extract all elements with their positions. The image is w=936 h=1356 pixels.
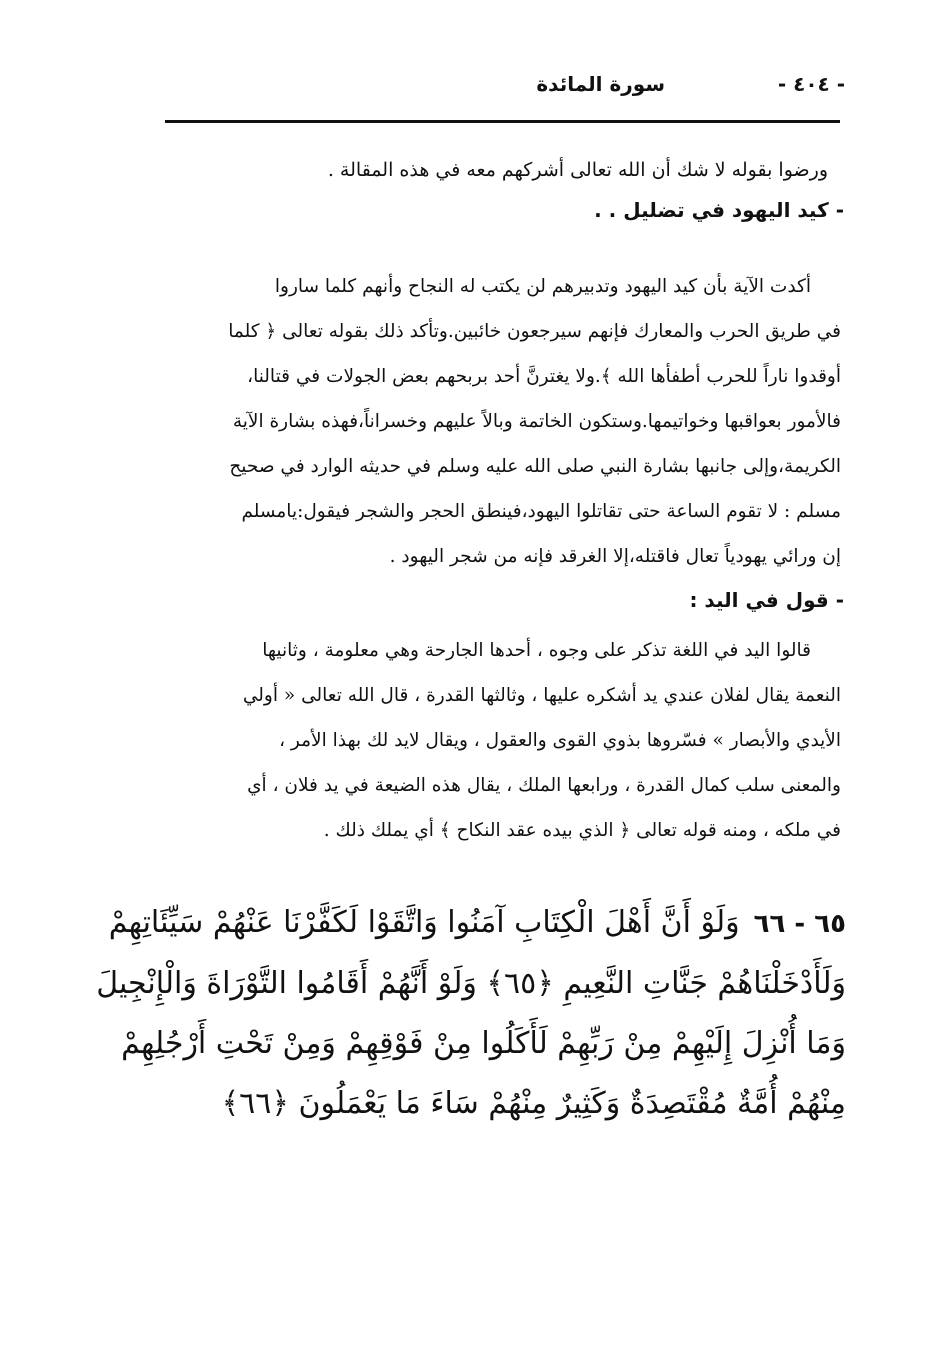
paragraph-line: في طريق الحرب والمعارك فإنهم سيرجعون خائبين.وتأكد ذلك بقوله تعالى ﴿ كلما xyxy=(228,321,841,342)
paragraph-line: إن ورائي يهودياً تعال فاقتله،إلا الغرقد فإنه من شجر اليهود . xyxy=(389,546,841,567)
paragraph-line: أكدت الآية بأن كيد اليهود وتدبيرهم لن يكتب له النجاح وأنهم كلما ساروا xyxy=(274,276,811,297)
section-paragraph-jews-plot xyxy=(135,264,841,579)
paragraph-line: أوقدوا ناراً للحرب أطفأها الله ﴾.ولا يغترنَّ أحد بربحهم بعض الجولات في قتالنا، xyxy=(247,366,841,387)
verse-number: ٦٥ - ٦٦ xyxy=(753,909,846,939)
paragraph-line: والمعنى سلب كمال القدرة ، ورابعها الملك ، يقال هذه الضيعة في يد فلان ، أي xyxy=(247,775,841,796)
paragraph-line: فالأمور بعواقبها وخواتيمها.وستكون الخاتمة وبالاً عليهم وخسراناً،فهذه بشارة الآية xyxy=(232,411,841,432)
section-heading-hand: - قول في اليد : xyxy=(689,588,844,612)
verse-text: وَلَوْ أَنَّ أَهْلَ الْكِتَابِ آمَنُوا وَاتَّقَوْا لَكَفَّرْنَا عَنْهُمْ سَيِّئَاتِهِمْ xyxy=(108,905,740,940)
paragraph-line: في ملكه ، ومنه قوله تعالى ﴿ الذي بيده عقد النكاح ﴾ أي يملك ذلك . xyxy=(323,820,841,841)
intro-paragraph xyxy=(135,148,828,192)
surah-title: سورة المائدة xyxy=(536,72,665,96)
verse-line: وَمَا أُنْزِلَ إِلَيْهِمْ مِنْ رَبِّهِمْ لَأَكَلُوا مِنْ فَوْقِهِمْ وَمِنْ تَحْتِ أَرْجُلِهِمْ xyxy=(121,1026,846,1061)
paragraph-line: النعمة يقال لفلان عندي يد أشكره عليها ، وثالثها القدرة ، قال الله تعالى « أولي xyxy=(242,685,841,706)
paragraph-line: الأيدي والأبصار » فسّروها بذوي القوى والعقول ، ويقال لايد لك بهذا الأمر ، xyxy=(279,730,841,751)
paragraph-line: قالوا اليد في اللغة تذكر على وجوه ، أحدها الجارحة وهي معلومة ، وثانيها xyxy=(262,640,811,661)
section-paragraph-hand xyxy=(135,628,841,853)
verse-line: وَلَأَدْخَلْنَاهُمْ جَنَّاتِ النَّعِيمِ ﴿٦٥﴾ وَلَوْ أَنَّهُمْ أَقَامُوا التَّوْرَاةَ وَالْإِنْجِيلَ xyxy=(96,966,846,1001)
header-divider xyxy=(165,120,840,123)
paragraph-line: مسلم : لا تقوم الساعة حتى تقاتلوا اليهود،فينطق الحجر والشجر فيقول:يامسلم xyxy=(241,501,841,522)
verse-line xyxy=(108,893,846,954)
section-heading-jews-plot: - كيد اليهود في تضليل . . xyxy=(594,198,844,222)
intro-line: ورضوا بقوله لا شك أن الله تعالى أشركهم معه في هذه المقالة . xyxy=(327,159,828,181)
quran-verses xyxy=(96,893,846,1134)
page-number: - ٤٠٤ - xyxy=(777,72,845,96)
verse-line: مِنْهُمْ أُمَّةٌ مُقْتَصِدَةٌ وَكَثِيرٌ مِنْهُمْ سَاءَ مَا يَعْمَلُونَ ﴿٦٦﴾ xyxy=(221,1086,846,1121)
paragraph-line: الكريمة،وإلى جانبها بشارة النبي صلى الله عليه وسلم في حديثه الوارد في صحيح xyxy=(229,456,841,477)
page-header xyxy=(165,58,845,118)
